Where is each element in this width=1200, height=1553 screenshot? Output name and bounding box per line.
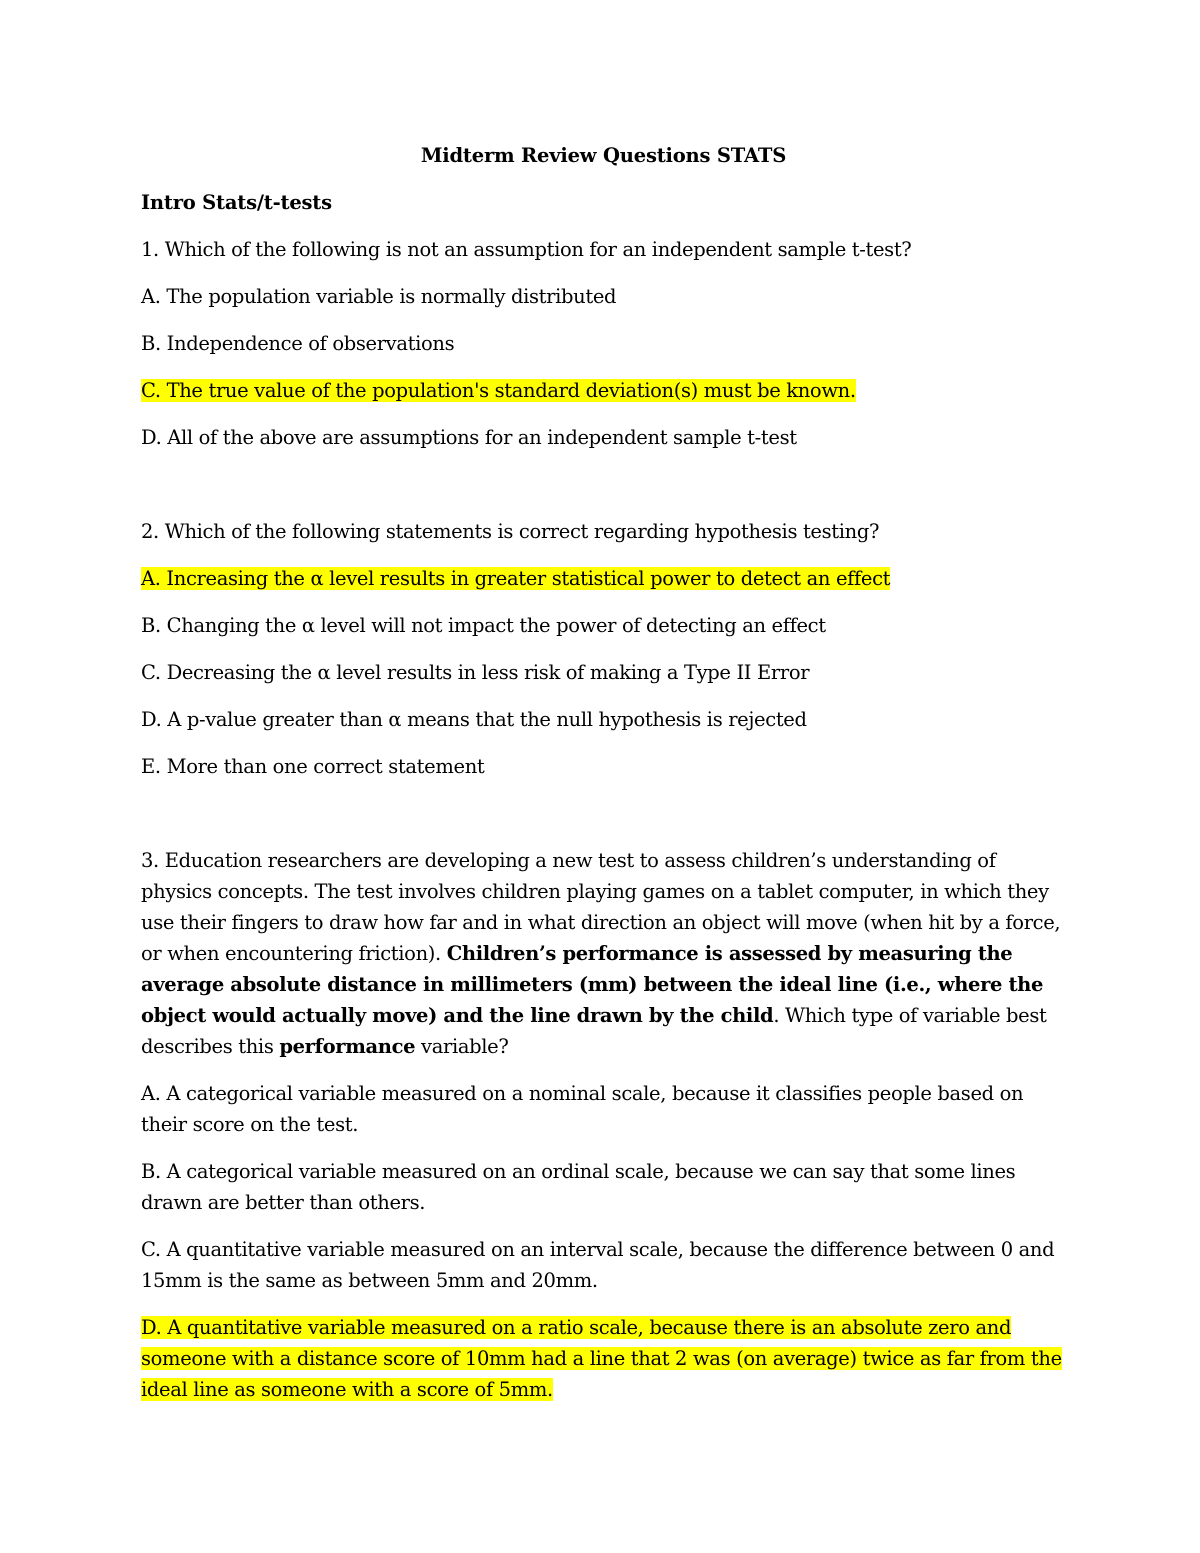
question-2-option-a bbox=[141, 563, 1066, 594]
answer-highlight: C. The true value of the population's standard deviation(s) must be known. bbox=[141, 379, 856, 402]
question-1-option-d: D. All of the above are assumptions for an independent sample t-test bbox=[141, 426, 797, 449]
spacer bbox=[141, 798, 1066, 845]
section-heading: Intro Stats/t-tests bbox=[141, 191, 332, 214]
question-1-option-c bbox=[141, 375, 1066, 406]
question-1-stem: 1. Which of the following is not an assumption for an independent sample t-test? bbox=[141, 238, 912, 261]
question-3-option-d bbox=[141, 1312, 1066, 1405]
question-3-option-c: C. A quantitative variable measured on an interval scale, because the difference between 0 and 15mm is the same as between 5mm and 20mm. bbox=[141, 1238, 1055, 1292]
spacer bbox=[141, 469, 1066, 516]
question-1-option-b: B. Independence of observations bbox=[141, 332, 455, 355]
document-title: Midterm Review Questions STATS bbox=[420, 144, 787, 167]
question-3-option-a: A. A categorical variable measured on a nominal scale, because it classifies people based on their score on the test. bbox=[141, 1082, 1024, 1136]
answer-highlight: D. A quantitative variable measured on a ratio scale, because there is an absolute zero and someone with a distance score of 10mm had a line that 2 was (on average) twice as far from the ideal line as someone with a score of 5mm. bbox=[141, 1316, 1062, 1401]
question-2-option-b: B. Changing the α level will not impact the power of detecting an effect bbox=[141, 614, 826, 637]
question-3-stem: 3. Education researchers are developing a new test to assess children’s understanding of physics concepts. The test involves children playing games on a tablet computer, in which they use their fingers to draw how far and in what direction an object will move (when hit by a force, or when encountering friction). Children’s performance is assessed by measuring the average absolute distance in millimeters (mm) between the ideal line (i.e., where the object would actually move) and the line drawn by the child. Which type of variable best describes this performance variable? bbox=[141, 849, 1061, 1058]
question-3-option-b: B. A categorical variable measured on an ordinal scale, because we can say that some lines drawn are better than others. bbox=[141, 1160, 1016, 1214]
answer-highlight: A. Increasing the α level results in greater statistical power to detect an effect bbox=[141, 567, 891, 590]
question-2-stem: 2. Which of the following statements is correct regarding hypothesis testing? bbox=[141, 520, 880, 543]
document-page bbox=[141, 140, 1066, 1421]
question-2-option-e: E. More than one correct statement bbox=[141, 755, 485, 778]
question-1-option-a: A. The population variable is normally distributed bbox=[141, 285, 617, 308]
question-2-option-c: C. Decreasing the α level results in less risk of making a Type II Error bbox=[141, 661, 810, 684]
question-2-option-d: D. A p-value greater than α means that the null hypothesis is rejected bbox=[141, 708, 807, 731]
